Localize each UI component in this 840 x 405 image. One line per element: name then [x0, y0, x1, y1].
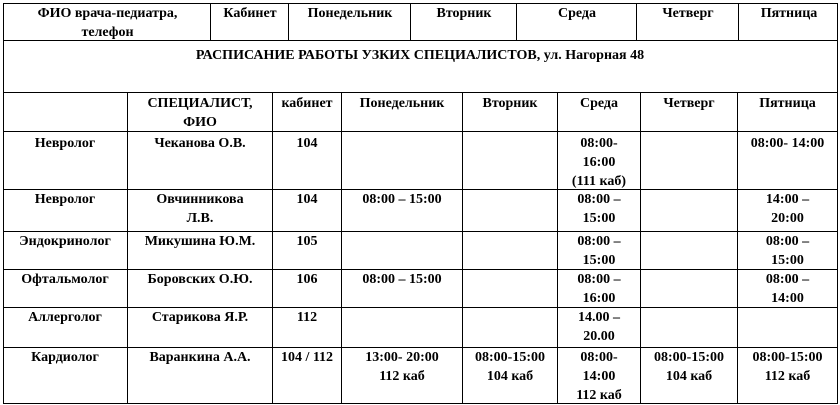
- grid-line: [837, 92, 838, 404]
- specialist-name-cell: Чеканова О.В.: [154, 136, 246, 151]
- wednesday-cell: 14.00 – 20.00: [578, 310, 620, 344]
- header-wednesday: Среда: [557, 6, 596, 21]
- specialty-cell: Аллерголог: [28, 310, 102, 325]
- monday-cell: 08:00 – 15:00: [362, 192, 442, 207]
- grid-line: [837, 40, 838, 93]
- friday-cell: 14:00 – 20:00: [765, 192, 810, 226]
- subheader-thursday: Четверг: [663, 96, 715, 111]
- cabinet-cell: 105: [296, 234, 318, 249]
- specialty-cell: Невролог: [34, 136, 96, 151]
- tuesday-cell: 08:00-15:00 104 каб: [475, 350, 545, 384]
- grid-line: [636, 3, 637, 41]
- grid-line: [210, 3, 211, 41]
- specialty-cell: Невролог: [34, 192, 96, 207]
- grid-line: [3, 3, 4, 41]
- wednesday-cell: 08:00- 16:00 (111 каб): [571, 136, 627, 189]
- cabinet-cell: 104 / 112: [280, 350, 334, 365]
- cabinet-cell: 112: [296, 310, 318, 325]
- friday-cell: 08:00-15:00 112 каб: [752, 350, 823, 384]
- wednesday-cell: 08:00 – 15:00: [577, 234, 621, 268]
- specialist-name-cell: Варанкина А.А.: [149, 350, 251, 365]
- specialty-cell: Офтальмолог: [21, 272, 109, 287]
- thursday-cell: 08:00-15:00 104 каб: [654, 350, 724, 384]
- header-cabinet: Кабинет: [223, 6, 277, 21]
- specialist-name-cell: Микушина Ю.М.: [144, 234, 256, 249]
- subheader-specialist: СПЕЦИАЛИСТ, ФИО: [147, 96, 253, 130]
- specialist-name-cell: Старикова Я.Р.: [151, 310, 249, 325]
- subheader-tuesday: Вторник: [482, 96, 538, 111]
- specialist-name-cell: Овчинникова Л.В.: [156, 192, 244, 226]
- header-friday: Пятница: [760, 6, 818, 21]
- grid-line: [3, 92, 838, 93]
- cabinet-cell: 106: [296, 272, 318, 287]
- header-monday: Понедельник: [307, 6, 393, 21]
- subheader-monday: Понедельник: [359, 96, 445, 111]
- friday-cell: 08:00 – 14:00: [765, 272, 810, 306]
- grid-line: [288, 3, 289, 41]
- wednesday-cell: 08:00- 14:00 112 каб: [576, 350, 622, 403]
- subheader-friday: Пятница: [759, 96, 816, 111]
- friday-cell: 08:00 – 15:00: [765, 234, 810, 268]
- wednesday-cell: 08:00 – 15:00: [577, 192, 621, 226]
- header-tuesday: Вторник: [436, 6, 492, 21]
- cabinet-cell: 104: [296, 192, 318, 207]
- subheader-cabinet: кабинет: [281, 96, 333, 111]
- page-title: РАСПИСАНИЕ РАБОТЫ УЗКИХ СПЕЦИАЛИСТОВ, ул. Нагорная 48: [195, 48, 645, 63]
- cabinet-cell: 104: [296, 136, 318, 151]
- grid-line: [3, 403, 838, 404]
- subheader-wednesday: Среда: [579, 96, 618, 111]
- grid-line: [410, 3, 411, 41]
- wednesday-cell: 08:00 – 16:00: [577, 272, 621, 306]
- specialist-name-cell: Боровских О.Ю.: [147, 272, 253, 287]
- grid-line: [516, 3, 517, 41]
- monday-cell: 08:00 – 15:00: [362, 272, 442, 287]
- grid-line: [738, 3, 739, 41]
- friday-cell: 08:00- 14:00: [750, 136, 825, 151]
- header-doctor: ФИО врача-педиатра, телефон: [37, 6, 178, 40]
- specialty-cell: Эндокринолог: [19, 234, 111, 249]
- specialty-cell: Кардиолог: [31, 350, 99, 365]
- monday-cell: 13:00- 20:00 112 каб: [365, 350, 439, 384]
- header-thursday: Четверг: [662, 6, 714, 21]
